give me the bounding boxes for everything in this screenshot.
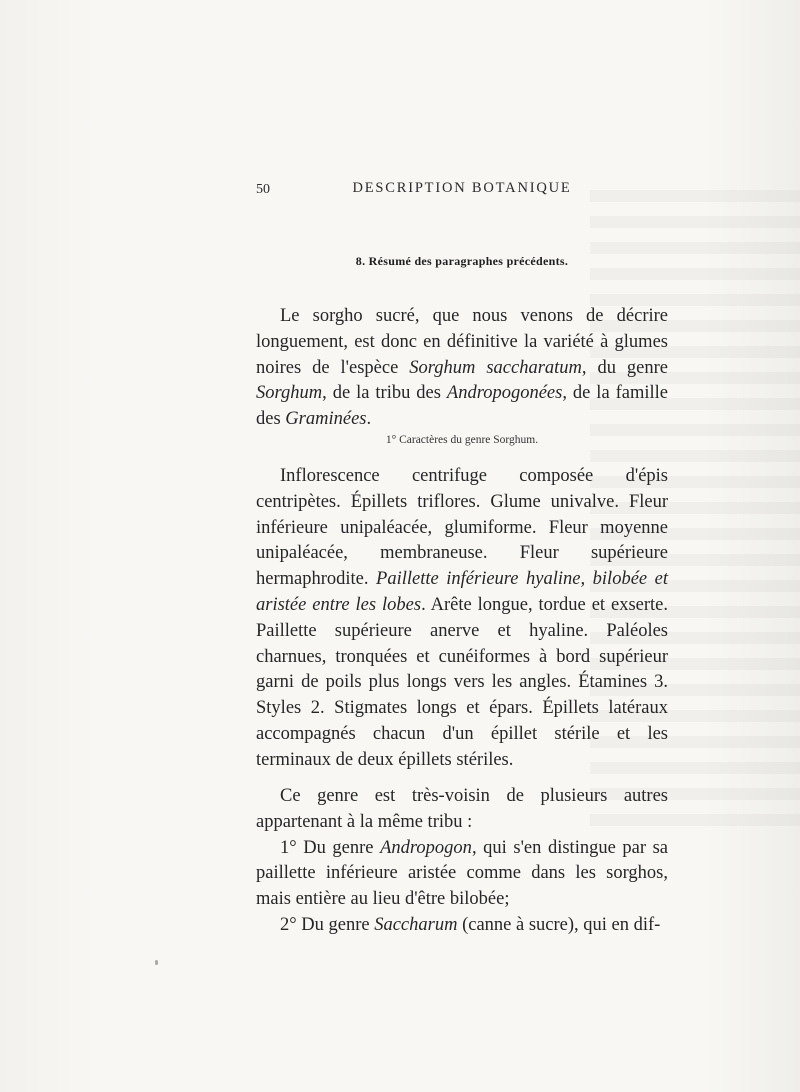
subheading: 1° Caractères du genre Sorghum. bbox=[385, 434, 539, 446]
page-number: 50 bbox=[256, 182, 270, 197]
section-heading: 8. Résumé des paragraphes précédents. bbox=[355, 254, 569, 268]
ink-speck bbox=[155, 960, 158, 965]
list-item: 2° Du genre Saccharum (canne à sucre), qui en dif- bbox=[280, 914, 661, 935]
paragraph-related-genera bbox=[256, 784, 668, 939]
paragraph-characters bbox=[256, 464, 668, 774]
paragraph-summary bbox=[256, 304, 668, 433]
paragraph-text: Ce genre est très-voisin de plusieurs autres appartenant à la même tribu : bbox=[256, 786, 668, 832]
running-title: DESCRIPTION BOTANIQUE bbox=[352, 180, 572, 196]
running-head bbox=[256, 178, 668, 202]
list-item: 1° Du genre Andropogon, qui s'en distingue par sa paillette inférieure aristée comme dans les sorghos, mais entière au lieu d'être bilobée; bbox=[256, 837, 668, 910]
paragraph-text: Inflorescence centrifuge composée d'épis centripètes. Épillets triflores. Glume univalve. Fleur inférieure unipaléacée, glumiforme. Fleur moyenne unipaléacée, membraneuse. Fleur supérieure hermaphrodite. Paillette inférieure hyaline, bilobée et aristée entre les lobes. Arête longue, tordue et exserte. Paillette supérieure anerve et hyaline. Paléoles charnues, tronquées et cunéiformes à bord supérieur garni de poils plus longs vers les angles. Étamines 3. Styles 2. Stigmates longs et épars. Épillets latéraux accompagnés chacun d'un épillet stérile et les terminaux de deux épillets stériles. bbox=[256, 466, 669, 770]
paragraph-text: Le sorgho sucré, que nous venons de décrire longuement, est donc en définitive la variété à glumes noires de l'espèce Sorghum saccharatum, du genre Sorghum, de la tribu des Andropogonées, de la famille des Graminées. bbox=[256, 306, 668, 430]
